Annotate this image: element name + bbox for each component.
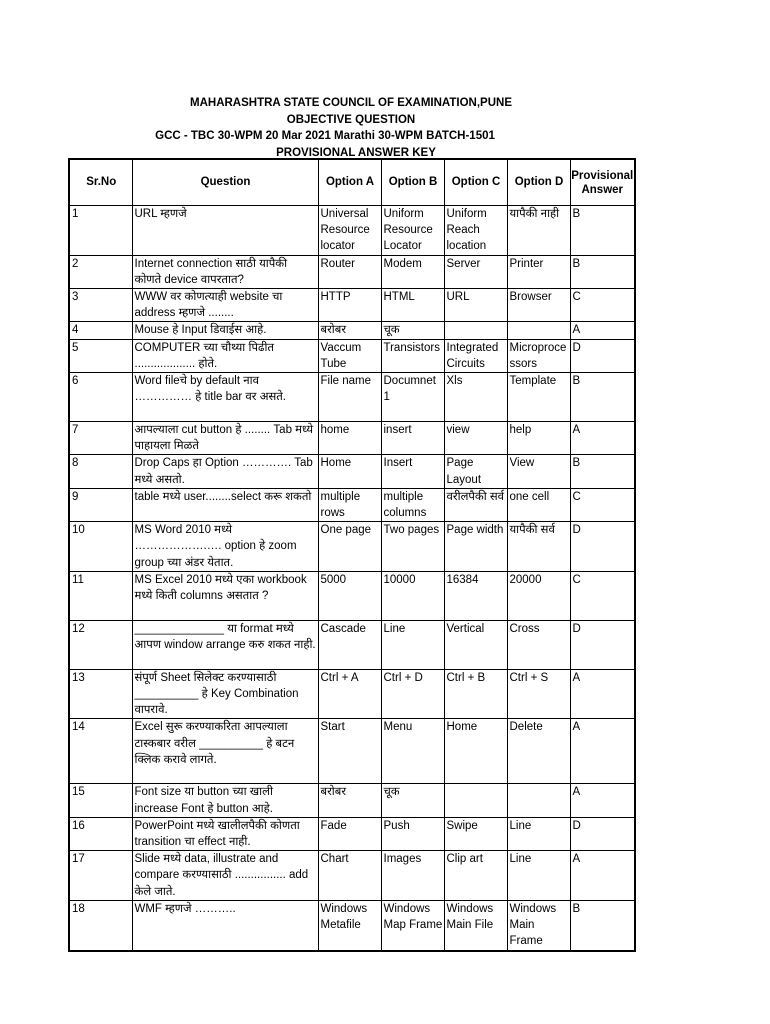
answer-key-table xyxy=(68,158,636,952)
col-header-option-d: Option D xyxy=(507,159,570,206)
option-b-cell: Two pages xyxy=(381,522,444,572)
col-header-srno: Sr.No xyxy=(69,159,132,206)
option-c-cell: view xyxy=(444,422,507,455)
table-header-row xyxy=(69,159,635,206)
option-c-cell: Swipe xyxy=(444,817,507,850)
col-header-option-b: Option B xyxy=(381,159,444,206)
option-b-cell: 10000 xyxy=(381,571,444,620)
option-b-cell: Line xyxy=(381,620,444,669)
question-cell: Slide मध्ये data, illustrate and compare करण्यासाठी ................ add केले जाते. xyxy=(132,851,318,901)
option-b-cell: insert xyxy=(381,422,444,455)
question-cell: ______________ या format मध्ये आपण window arrange करु शकत नाही. xyxy=(132,620,318,669)
option-c-cell xyxy=(444,784,507,817)
option-d-cell: Printer xyxy=(507,255,570,288)
table-row xyxy=(69,373,635,422)
option-c-cell: Windows Main File xyxy=(444,900,507,950)
option-d-cell: 20000 xyxy=(507,571,570,620)
option-d-cell: help xyxy=(507,422,570,455)
option-b-cell: चूक xyxy=(381,784,444,817)
sr-no-cell: 12 xyxy=(69,620,132,669)
option-a-cell: Windows Metafile xyxy=(318,900,381,950)
question-cell: Internet connection साठी यापैकी कोणते device वापरतात? xyxy=(132,255,318,288)
answer-cell: A xyxy=(570,422,635,455)
option-d-cell: Cross xyxy=(507,620,570,669)
answer-cell: C xyxy=(570,488,635,521)
sr-no-cell: 8 xyxy=(69,455,132,488)
answer-cell: D xyxy=(570,620,635,669)
question-cell: Excel सुरू करण्याकरिता आपल्याला टास्कबार वरील __________ हे बटन क्लिक करावे लागते. xyxy=(132,719,318,784)
option-a-cell: multiple rows xyxy=(318,488,381,521)
option-c-cell: Server xyxy=(444,255,507,288)
option-c-cell: Integrated Circuits xyxy=(444,339,507,372)
table-row xyxy=(69,422,635,455)
answer-cell: A xyxy=(570,719,635,784)
document-header xyxy=(68,95,634,161)
sr-no-cell: 17 xyxy=(69,851,132,901)
answer-cell: B xyxy=(570,255,635,288)
option-a-cell: HTTP xyxy=(318,289,381,322)
option-b-cell: चूक xyxy=(381,322,444,339)
sr-no-cell: 2 xyxy=(69,255,132,288)
question-cell: MS Excel 2010 मध्ये एका workbook मध्ये किती columns असतात ? xyxy=(132,571,318,620)
option-c-cell: Ctrl + B xyxy=(444,669,507,719)
question-cell: Font size या button च्या खाली increase Font हे button आहे. xyxy=(132,784,318,817)
option-b-cell: Uniform Resource Locator xyxy=(381,206,444,256)
option-a-cell: बरोबर xyxy=(318,784,381,817)
option-d-cell: View xyxy=(507,455,570,488)
question-cell: Word fileचे by default नाव …………… हे title bar वर असते. xyxy=(132,373,318,422)
question-cell: Drop Caps हा Option …………. Tab मध्ये असतो. xyxy=(132,455,318,488)
sr-no-cell: 11 xyxy=(69,571,132,620)
option-a-cell: One page xyxy=(318,522,381,572)
table-row xyxy=(69,206,635,256)
answer-cell: A xyxy=(570,851,635,901)
question-cell: आपल्याला cut button हे ........ Tab मध्ये पाहायला मिळते xyxy=(132,422,318,455)
option-b-cell: HTML xyxy=(381,289,444,322)
option-c-cell: Clip art xyxy=(444,851,507,901)
option-d-cell xyxy=(507,784,570,817)
doc-subtitle: OBJECTIVE QUESTION xyxy=(286,113,416,126)
col-header-question: Question xyxy=(132,159,318,206)
answer-key-title: PROVISIONAL ANSWER KEY xyxy=(276,146,436,159)
table-row xyxy=(69,851,635,901)
option-d-cell: Ctrl + S xyxy=(507,669,570,719)
answer-cell: A xyxy=(570,669,635,719)
option-a-cell: Home xyxy=(318,455,381,488)
option-d-cell: यापैकी सर्व xyxy=(507,522,570,572)
option-a-cell: Universal Resource locator xyxy=(318,206,381,256)
option-b-cell: Insert xyxy=(381,455,444,488)
sr-no-cell: 14 xyxy=(69,719,132,784)
table-row xyxy=(69,669,635,719)
option-c-cell: Vertical xyxy=(444,620,507,669)
option-a-cell: Chart xyxy=(318,851,381,901)
table-row xyxy=(69,900,635,950)
option-c-cell: Home xyxy=(444,719,507,784)
option-d-cell xyxy=(507,322,570,339)
option-b-cell: Documnet 1 xyxy=(381,373,444,422)
sr-no-cell: 3 xyxy=(69,289,132,322)
sr-no-cell: 15 xyxy=(69,784,132,817)
answer-cell: B xyxy=(570,373,635,422)
question-cell: URL म्हणजे xyxy=(132,206,318,256)
sr-no-cell: 16 xyxy=(69,817,132,850)
answer-cell: D xyxy=(570,339,635,372)
question-cell: PowerPoint मध्ये खालीलपैकी कोणता transition चा effect नाही. xyxy=(132,817,318,850)
option-d-cell: Windows Main Frame xyxy=(507,900,570,950)
sr-no-cell: 9 xyxy=(69,488,132,521)
table-row xyxy=(69,322,635,339)
option-b-cell: Modem xyxy=(381,255,444,288)
sr-no-cell: 10 xyxy=(69,522,132,572)
option-c-cell xyxy=(444,322,507,339)
option-c-cell: Uniform Reach location xyxy=(444,206,507,256)
col-header-option-a: Option A xyxy=(318,159,381,206)
table-row xyxy=(69,784,635,817)
option-a-cell: बरोबर xyxy=(318,322,381,339)
option-c-cell: URL xyxy=(444,289,507,322)
option-d-cell: Browser xyxy=(507,289,570,322)
option-d-cell: Delete xyxy=(507,719,570,784)
council-title: MAHARASHTRA STATE COUNCIL OF EXAMINATION,PUNE xyxy=(190,97,512,109)
option-a-cell: home xyxy=(318,422,381,455)
exam-title: GCC - TBC 30-WPM 20 Mar 2021 Marathi 30-WPM BATCH-1501 xyxy=(155,130,495,142)
answer-cell: C xyxy=(570,571,635,620)
answer-cell: B xyxy=(570,900,635,950)
table-row xyxy=(69,488,635,521)
table-row xyxy=(69,620,635,669)
table-row xyxy=(69,522,635,572)
question-cell: WMF म्हणजे ……….. xyxy=(132,900,318,950)
sr-no-cell: 1 xyxy=(69,206,132,256)
table-row xyxy=(69,339,635,372)
option-c-cell: Xls xyxy=(444,373,507,422)
answer-cell: D xyxy=(570,522,635,572)
option-b-cell: Push xyxy=(381,817,444,850)
answer-cell: A xyxy=(570,322,635,339)
option-d-cell: one cell xyxy=(507,488,570,521)
option-b-cell: Menu xyxy=(381,719,444,784)
answer-cell: C xyxy=(570,289,635,322)
option-b-cell: Images xyxy=(381,851,444,901)
col-header-option-c: Option C xyxy=(444,159,507,206)
option-d-cell: Line xyxy=(507,851,570,901)
question-cell: Mouse हे Input डिवाईस आहे. xyxy=(132,322,318,339)
option-a-cell: Fade xyxy=(318,817,381,850)
option-a-cell: Cascade xyxy=(318,620,381,669)
question-cell: MS Word 2010 मध्ये ……………….…. option हे zoom group च्या अंडर येतात. xyxy=(132,522,318,572)
option-b-cell: Ctrl + D xyxy=(381,669,444,719)
option-d-cell: यापैकी नाही xyxy=(507,206,570,256)
sr-no-cell: 6 xyxy=(69,373,132,422)
option-d-cell: Line xyxy=(507,817,570,850)
table-row xyxy=(69,571,635,620)
option-c-cell: वरीलपैकी सर्व xyxy=(444,488,507,521)
option-a-cell: File name xyxy=(318,373,381,422)
option-a-cell: 5000 xyxy=(318,571,381,620)
question-cell: WWW वर कोणत्याही website चा address म्हणजे ........ xyxy=(132,289,318,322)
option-b-cell: multiple columns xyxy=(381,488,444,521)
option-c-cell: Page Layout xyxy=(444,455,507,488)
option-a-cell: Router xyxy=(318,255,381,288)
option-b-cell: Windows Map Frame xyxy=(381,900,444,950)
answer-cell: B xyxy=(570,206,635,256)
sr-no-cell: 13 xyxy=(69,669,132,719)
table-row xyxy=(69,719,635,784)
question-cell: table मध्ये user........select करू शकतो xyxy=(132,488,318,521)
table-row xyxy=(69,289,635,322)
answer-cell: D xyxy=(570,817,635,850)
option-a-cell: Ctrl + A xyxy=(318,669,381,719)
option-c-cell: 16384 xyxy=(444,571,507,620)
option-a-cell: Start xyxy=(318,719,381,784)
option-b-cell: Transistors xyxy=(381,339,444,372)
option-c-cell: Page width xyxy=(444,522,507,572)
sr-no-cell: 5 xyxy=(69,339,132,372)
question-cell: संपूर्ण Sheet सिलेक्ट करण्यासाठी __________ हे Key Combination वापरावे. xyxy=(132,669,318,719)
question-cell: COMPUTER च्या चौथ्या पिढीत ................... होते. xyxy=(132,339,318,372)
option-d-cell: Microprocessors xyxy=(507,339,570,372)
answer-cell: B xyxy=(570,455,635,488)
option-a-cell: Vaccum Tube xyxy=(318,339,381,372)
option-d-cell: Template xyxy=(507,373,570,422)
sr-no-cell: 4 xyxy=(69,322,132,339)
col-header-answer: Provisional Answer xyxy=(570,159,635,206)
answer-cell: A xyxy=(570,784,635,817)
table-row xyxy=(69,817,635,850)
table-row xyxy=(69,255,635,288)
sr-no-cell: 18 xyxy=(69,900,132,950)
sr-no-cell: 7 xyxy=(69,422,132,455)
table-row xyxy=(69,455,635,488)
